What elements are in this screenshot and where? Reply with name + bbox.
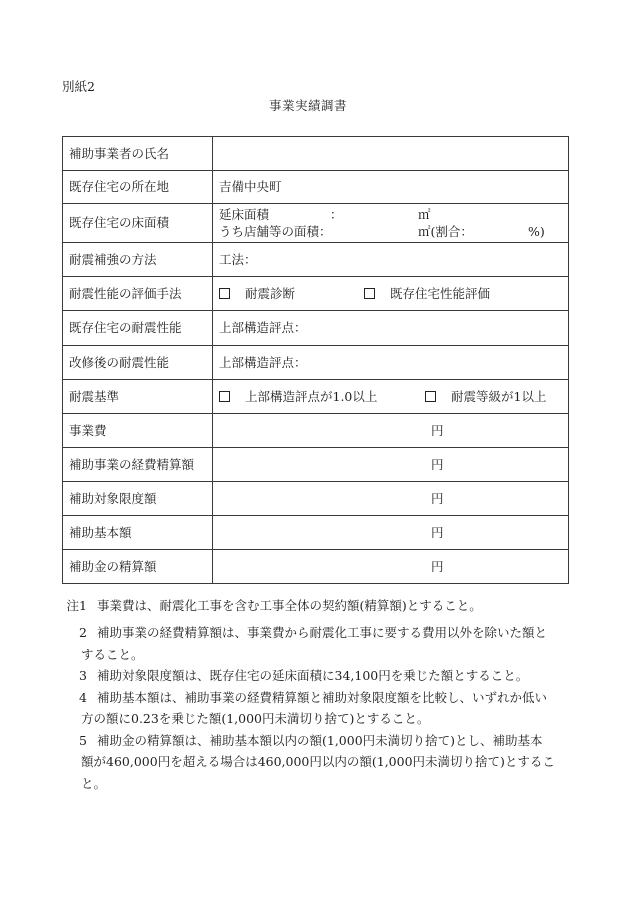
row-label: 補助基本額 [63,516,213,550]
yen-unit: 円 [431,559,444,574]
checkbox-empty-icon [219,391,230,402]
evaluation-method-options [213,277,569,311]
option-seismic-diagnosis [219,285,295,302]
row-reinforcement-method [63,243,569,277]
row-subsidy-settlement [63,550,569,584]
checkbox-empty-icon [364,288,375,299]
note-marker: 2 [79,625,87,641]
row-label: 補助対象限度額 [63,482,213,516]
house-location-value: 吉備中央町 [213,171,569,204]
row-floor-area [63,204,569,243]
option-housing-performance-evaluation [364,285,490,302]
note-marker: 5 [79,732,87,748]
note-text: 事業費は、耐震化工事を含む工事全体の契約額(精算額)とすること。 [97,598,482,613]
notes-section [62,595,568,794]
row-house-location [63,171,569,204]
yen-unit: 円 [431,423,444,438]
existing-seismic-performance-value: 上部構造評点： [213,311,569,346]
row-label: 補助金の精算額 [63,550,213,584]
row-subsidy-base [63,516,569,550]
row-label: 改修後の耐震性能 [63,346,213,380]
row-label: 補助事業者の氏名 [63,137,213,171]
seismic-standard-options [213,380,569,414]
note-text: すること。 [81,646,144,662]
note-marker: 3 [79,668,87,684]
floor-area-field [213,204,569,243]
shop-floor-area-label: うち店舗等の面積： [219,224,332,239]
row-label: 事業費 [63,414,213,448]
reinforcement-method-value: 工法： [213,243,569,277]
option-label: 耐震等級が1以上 [451,389,547,404]
option-label: 上部構造評点が1.0以上 [245,389,378,404]
note-item [62,730,568,795]
row-settled-expense [63,448,569,482]
note-text: 補助基本額は、補助事業の経費精算額と補助対象限度額を比較し、いずれか低い [97,689,548,705]
total-floor-area-colon: ： [330,207,343,222]
row-subsidy-limit [63,482,569,516]
row-label: 耐震基準 [63,380,213,414]
shop-floor-area-line [219,223,568,240]
option-label: 耐震診断 [245,286,296,301]
row-label: 耐震性能の評価手法 [63,277,213,311]
row-label: 既存住宅の所在地 [63,171,213,204]
total-floor-area-label: 延床面積 [219,207,270,222]
subsidy-base-field [213,516,569,550]
row-existing-seismic-performance [63,311,569,346]
report-table [62,136,569,584]
subsidy-settlement-field [213,550,569,584]
note-text: 方の額に0.23を乗じた額(1,000円未満切り捨て)とすること。 [81,711,430,727]
note-marker: 注1 [66,598,87,613]
note-item [62,622,568,665]
yen-unit: 円 [431,491,444,506]
row-label: 補助事業の経費精算額 [63,448,213,482]
note-item [62,595,568,617]
shop-floor-area-unit: ㎡(割合： [418,224,473,239]
project-cost-field [213,414,569,448]
document-title: 事業実績調書 [268,98,347,113]
attachment-label: 別紙2 [62,79,95,94]
note-text: 額が460,000円を超える場合は460,000円以内の額(1,000円未満切り捨て)とするこ [81,754,555,770]
yen-unit: 円 [431,457,444,472]
subsidy-limit-field [213,482,569,516]
row-label: 既存住宅の耐震性能 [63,311,213,346]
checkbox-empty-icon [219,288,230,299]
note-text: 補助対象限度額は、既存住宅の延床面積に34,100円を乗じた額とすること。 [97,668,529,684]
row-applicant-name [63,137,569,171]
row-evaluation-method [63,277,569,311]
post-renovation-seismic-performance-value: 上部構造評点： [213,346,569,380]
note-marker: 4 [79,689,87,705]
row-seismic-standard [63,380,569,414]
checkbox-empty-icon [425,391,436,402]
total-floor-area-unit: ㎡ [418,207,431,222]
option-structure-score [219,388,377,405]
note-text: 補助金の精算額は、補助基本額以内の額(1,000円未満切り捨て)とし、補助基本 [97,732,543,748]
option-label: 既存住宅性能評価 [390,286,491,301]
row-label: 耐震補強の方法 [63,243,213,277]
row-post-renovation-seismic-performance [63,346,569,380]
yen-unit: 円 [431,525,444,540]
shop-floor-ratio-percent: %) [528,224,545,239]
row-label: 既存住宅の床面積 [63,204,213,243]
note-text: と。 [81,775,107,791]
settled-expense-field [213,448,569,482]
total-floor-area-line [219,206,568,223]
note-item [62,687,568,730]
note-item [62,665,568,687]
row-project-cost [63,414,569,448]
note-text: 補助事業の経費精算額は、事業費から耐震化工事に要する費用以外を除いた額と [97,625,548,641]
applicant-name-field [213,137,569,171]
option-seismic-grade [425,388,546,405]
